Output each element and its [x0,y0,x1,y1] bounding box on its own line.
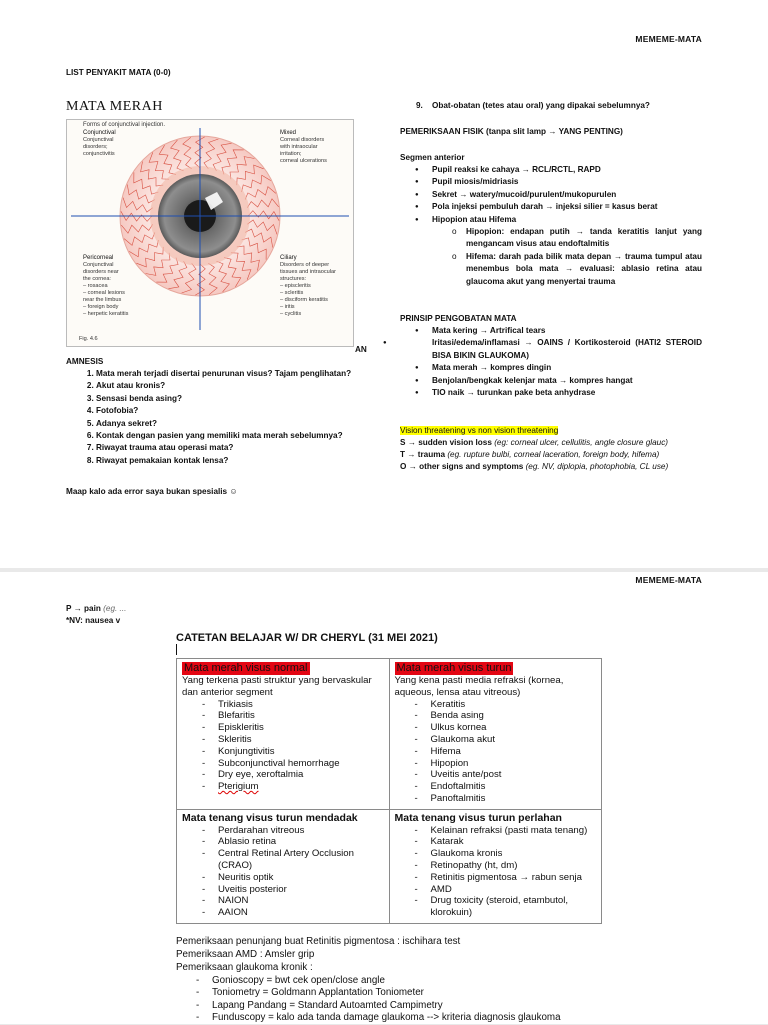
document-page-2 [0,572,768,1024]
q-mixed-0: Corneal disorders [280,137,325,143]
nv-line: *NV: nausea v [66,616,121,625]
o-line [400,461,668,473]
amnesis-item: 2. Akut atau kronis? [96,380,386,392]
cell-mata-tenang-perlahan [389,809,602,923]
penunjang-amd: Pemeriksaan AMD : Amsler grip [176,949,315,960]
cell-item: - Panoftalmitis [431,793,597,805]
prinsip-item: ● Iritasi/edema/inflamasi → OAINS / Kortikosteroid (HATI2 STEROID BISA BIKIN GLAUKOMA) [400,337,702,362]
cell-item: - Dry eye, xeroftalmia [218,769,384,781]
figure-number: Fig. 4.6 [79,336,98,342]
catetan-title [176,632,438,644]
catetan-title-text: CATETAN BELAJAR W/ DR CHERYL (31 MEI 2021) [176,632,438,644]
cell-item: - Glaukoma akut [431,734,597,746]
cell-item: - Katarak [431,836,597,848]
amnesis-item: 7. Riwayat trauma atau operasi mata? [96,442,386,454]
q-cil-3: – episcleritis [280,283,311,289]
p-line [66,603,126,615]
q-conj-2: conjunctivitis [83,151,115,157]
q-cil-4: – scleritis [280,290,304,296]
cell-item: - AMD [431,884,597,896]
glaukoma-title: Pemeriksaan glaukoma kronik : [176,962,313,973]
o-line-label: O → other signs and symptoms [400,462,524,471]
vision-threatening-highlight: Vision threatening vs non vision threatening [400,426,559,435]
segmen-subitem: o Hifema: darah pada bilik mata depan → trauma tumpul atau menembus bola mata → evaluasi: ablasio retina atau glaucoma akut yang menyertai trauma [466,251,702,288]
q-peri-3: – rosacea [83,283,108,289]
q-cil-1: tissues and intraocular [280,269,336,275]
cell-item: - Skleritis [218,734,384,746]
s-line-example: (eg: corneal ulcer, cellulitis, angle closure glauc) [494,438,669,447]
page-header: MEMEME-MATA [635,34,702,44]
penunjang-rp: Pemeriksaan penunjang buat Retinitis pigmentosa : ischihara test [176,936,461,947]
s-line [400,437,668,449]
cell-head: Mata merah visus normal [184,662,308,674]
quadrant-conjunctival [83,130,116,158]
q-peri-6: – foreign body [83,304,119,310]
q-peri-7: – herpetic keratitis [83,311,129,317]
quadrant-conjunctival-title: Conjunctival [83,130,116,136]
cell-item: - Uveitis ante/post [431,769,597,781]
prinsip-item: ● TIO naik → turunkan pake beta anhydrase [432,387,702,399]
glaukoma-item: - Gonioscopy = bwt cek open/close angle [212,975,596,987]
segmen-item-text: Hipopion atau Hifema [432,214,517,224]
cell-item: - Trikiasis [218,699,384,711]
cell-mata-merah-visus-turun [389,659,602,810]
glaukoma-item: - Funduscopy = kalo ada tanda damage glaukoma --> kriteria diagnosis glaukoma [212,1012,596,1024]
an-fragment: AN [355,345,367,354]
quadrant-mixed-title: Mixed [280,130,297,136]
page-header: MEMEME-MATA [635,575,702,585]
q-cil-2: structures: [280,276,307,282]
cell-item: - Kelainan refraksi (pasti mata tenang) [431,825,597,837]
figure-caption: Forms of conjunctival injection. [83,122,166,128]
q-peri-1: disorders near [83,269,119,275]
p-line-example: (eg. ... [103,604,127,613]
segmen-item [432,214,702,288]
q-cil-5: – disciform keratitis [280,297,328,303]
cell-item: - Glaukoma kronis [431,848,597,860]
quadrant-mixed [280,130,327,165]
cell-item: - Pterigium [218,781,384,793]
segmen-subitem: o Hipopion: endapan putih → tanda keratitis lanjut yang mengancam visus atau endoftalmitis [466,226,702,251]
cell-item: - Episkleritis [218,722,384,734]
cell-item: - Retinopathy (ht, dm) [431,860,597,872]
glaukoma-item: - Lapang Pandang = Standard Autoamted Campimetry [212,1000,596,1012]
q-mixed-3: corneal ulcerations [280,158,327,164]
s-line-label: S → sudden vision loss [400,438,492,447]
q-cil-0: Disorders of deeper [280,262,330,268]
cell-item: - Central Retinal Artery Occlusion (CRAO) [218,848,384,872]
cell-item: - Ulkus kornea [431,722,597,734]
segmen-item: ● Pola injeksi pembuluh darah → injeksi silier = kasus berat [432,201,702,213]
o-line-example: (eg. NV, diplopia, photophobia, CL use) [525,462,669,471]
prinsip-item: ● Mata kering → Artrifical tears [432,325,702,337]
t-line-example: (eg. rupture bulbi, corneal laceration, foreign body, hifema) [447,450,660,459]
cell-head: Mata tenang visus turun mendadak [182,811,358,824]
quadrant-pericorneal-title: Pericorneal [83,255,114,261]
amnesis-title: AMNESIS [66,357,104,366]
prinsip-title: PRINSIP PENGOBATAN MATA [400,314,517,323]
cell-item: - Drug toxicity (steroid, etambutol, klorokuin) [431,895,597,919]
amnesis-item-9: Obat-obatan (tetes atau oral) yang dipakai sebelumnya? [432,101,650,110]
cell-item: - Subconjunctival hemorrhage [218,758,384,770]
amnesis-item: 8. Riwayat pemakaian kontak lensa? [96,455,386,467]
q-peri-0: Conjunctival [83,262,114,268]
q-peri-4: – corneal lesions [83,290,125,296]
cell-item: - Uveitis posterior [218,884,384,896]
p-line-label: P → pain [66,604,101,613]
cell-item: - Benda asing [431,710,597,722]
cell-item: - Neuritis optik [218,872,384,884]
cell-item: - Blefaritis [218,710,384,722]
q-peri-5: near the limbus [83,297,122,303]
amnesis-item: 3. Sensasi benda asing? [96,393,386,405]
list-title: LIST PENYAKIT MATA (0-0) [66,68,171,77]
cell-desc: Yang kena pasti media refraksi (kornea, aqueous, lensa atau vitreous) [394,675,564,698]
amnesis-item: 4. Fotofobia? [96,405,386,417]
cell-item: - NAION [218,895,384,907]
cell-item: - Retinitis pigmentosa → rabun senja [431,872,597,884]
q-conj-0: Conjunctival [83,137,114,143]
amnesis-item: 1. Mata merah terjadi disertai penurunan visus? Tajam penglihatan? [96,368,386,380]
cell-item: - AAION [218,907,384,919]
cell-head: Mata tenang visus turun perlahan [394,811,562,824]
cell-item: - Perdarahan vitreous [218,825,384,837]
disclaimer-note: Maap kalo ada error saya bukan spesialis ☺ [66,487,238,496]
quadrant-ciliary [280,255,336,318]
segmen-anterior-title: Segmen anterior [400,153,465,162]
prinsip-item: ● Mata merah → kompres dingin [432,362,702,374]
t-line [400,449,659,461]
prinsip-item: ● Benjolan/bengkak kelenjar mata → kompres hangat [432,375,702,387]
cell-desc: Yang terkena pasti struktur yang bervaskular dan anterior segment [182,675,372,698]
q-conj-1: disorders; [83,144,108,150]
t-line-label: T → trauma [400,450,446,459]
prinsip-list [400,325,702,399]
amnesis-item: 5. Adanya sekret? [96,418,386,430]
quadrant-ciliary-title: Ciliary [280,255,297,261]
cell-item: - Hifema [431,746,597,758]
q-peri-2: the cornea: [83,276,111,282]
cell-head: Mata merah visus turun [396,662,512,674]
cell-item: - Ablasio retina [218,836,384,848]
q-mixed-2: irritation; [280,151,302,157]
q-mixed-1: with intraocular [280,144,318,150]
cell-mata-tenang-mendadak [177,809,390,923]
q-cil-7: – cyclitis [280,311,302,317]
conjunctival-injection-figure [66,119,354,347]
amnesis-item-9-number: 9. [416,101,423,110]
segmen-item: ● Pupil miosis/midriasis [432,176,702,188]
segmen-item: ● Sekret → watery/mucoid/purulent/mukopurulen [432,189,702,201]
segmen-list [400,164,702,288]
mata-merah-title: MATA MERAH [66,99,163,114]
glaukoma-item: - Toniometry = Goldmann Applantation Toniometer [212,987,596,999]
pemeriksaan-title: PEMERIKSAAN FISIK (tanpa slit lamp → YANG PENTING) [400,127,623,136]
mata-merah-table [176,658,602,924]
quadrant-pericorneal [83,255,128,318]
amnesis-list [66,368,386,467]
glaukoma-list [176,975,596,1025]
cell-mata-merah-visus-normal [177,659,390,810]
amnesis-item: 6. Kontak dengan pasien yang memiliki mata merah sebelumnya? [96,430,386,442]
cell-item: - Endoftalmitis [431,781,597,793]
cell-item: - Keratitis [431,699,597,711]
cell-item: - Hipopion [431,758,597,770]
segmen-item: ● Pupil reaksi ke cahaya → RCL/RCTL, RAPD [432,164,702,176]
vision-threatening-title [400,425,558,437]
text-cursor [176,644,177,655]
cell-item: - Konjungtivitis [218,746,384,758]
q-cil-6: – iritis [280,304,295,310]
